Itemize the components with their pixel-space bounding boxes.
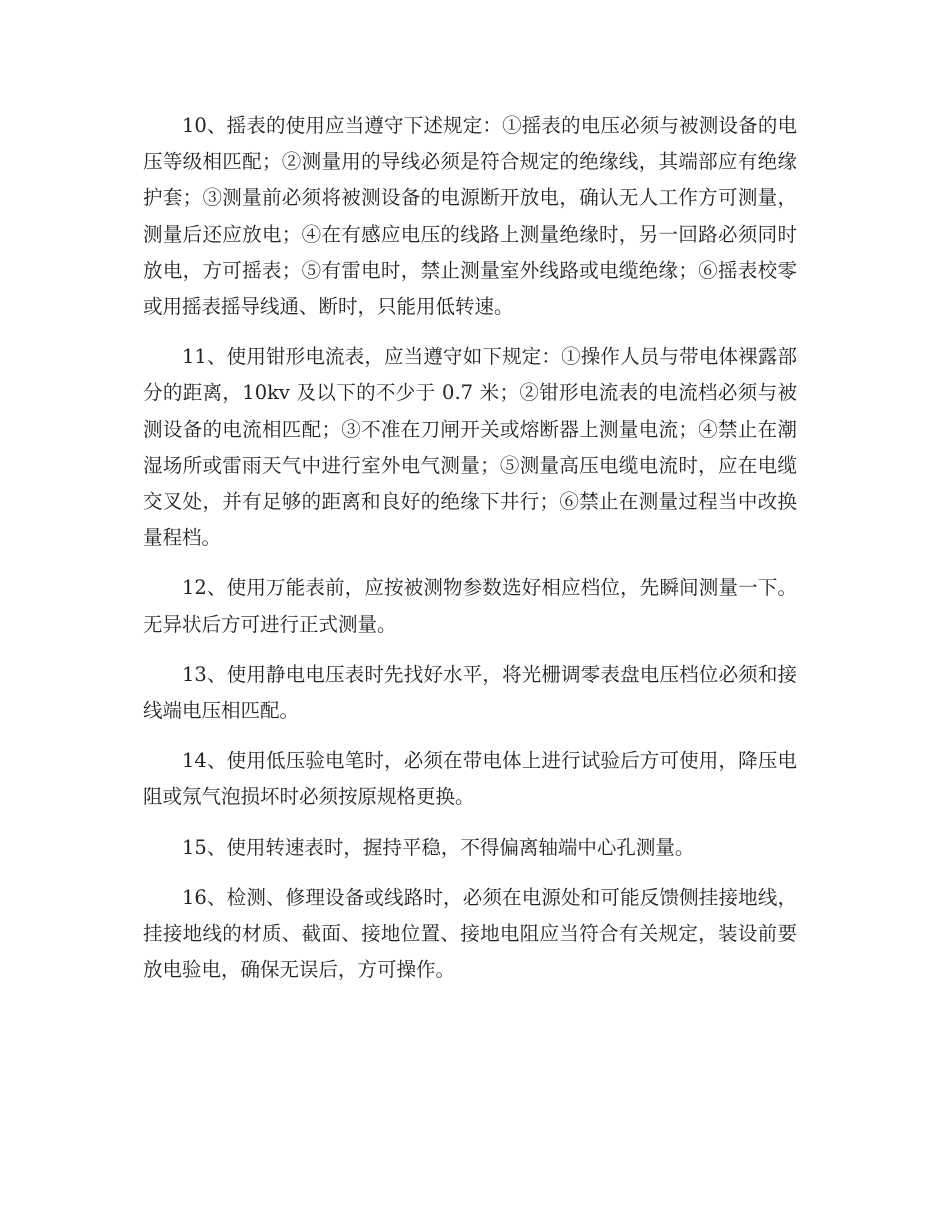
paragraph-rule-11: 11、使用钳形电流表，应当遵守如下规定：①操作人员与带电体裸露部分的距离，10kv 及以下的不少于 0.7 米；②钳形电流表的电流档必须与被测设备的电流相匹配；③不准在刀闸开关或熔断器上测量电流；④禁止在潮湿场所或雷雨天气中进行室外电气测量；⑤测量高压电缆电流时，应在电缆交叉处，并有足够的距离和良好的绝缘下井行；⑥禁止在测量过程当中改换量程档。 xyxy=(143,345,797,550)
paragraph-rule-10: 10、摇表的使用应当遵守下述规定：①摇表的电压必须与被测设备的电压等级相匹配；②测量用的导线必须是符合规定的绝缘线，其端部应有绝缘护套；③测量前必须将被测设备的电源断开放电，确认无人工作方可测量，测量后还应放电；④在有感应电压的线路上测量绝缘时，另一回路必须同时放电，方可摇表；⑤有雷电时，禁止测量室外线路或电缆绝缘；⑥摇表校零或用摇表摇导线通、断时，只能用低转速。 xyxy=(143,114,797,319)
paragraph-rule-16: 16、检测、修理设备或线路时，必须在电源处和可能反馈侧挂接地线，挂接地线的材质、截面、接地位置、接地电阻应当符合有关规定，装设前要放电验电，确保无误后，方可操作。 xyxy=(143,885,797,982)
document-body xyxy=(143,108,797,1002)
paragraph-rule-15: 15、使用转速表时，握持平稳，不得偏离轴端中心孔测量。 xyxy=(182,835,695,859)
paragraph-rule-13: 13、使用静电电压表时先找好水平，将光栅调零表盘电压档位必须和接线端电压相匹配。 xyxy=(143,662,797,723)
paragraph-rule-12: 12、使用万能表前，应按被测物参数选好相应档位，先瞬间测量一下。无异状后方可进行正式测量。 xyxy=(143,576,797,636)
paragraph-rule-14: 14、使用低压验电笔时，必须在带电体上进行试验后方可使用，降压电阻或氖气泡损坏时必须按原规格更换。 xyxy=(143,749,797,809)
